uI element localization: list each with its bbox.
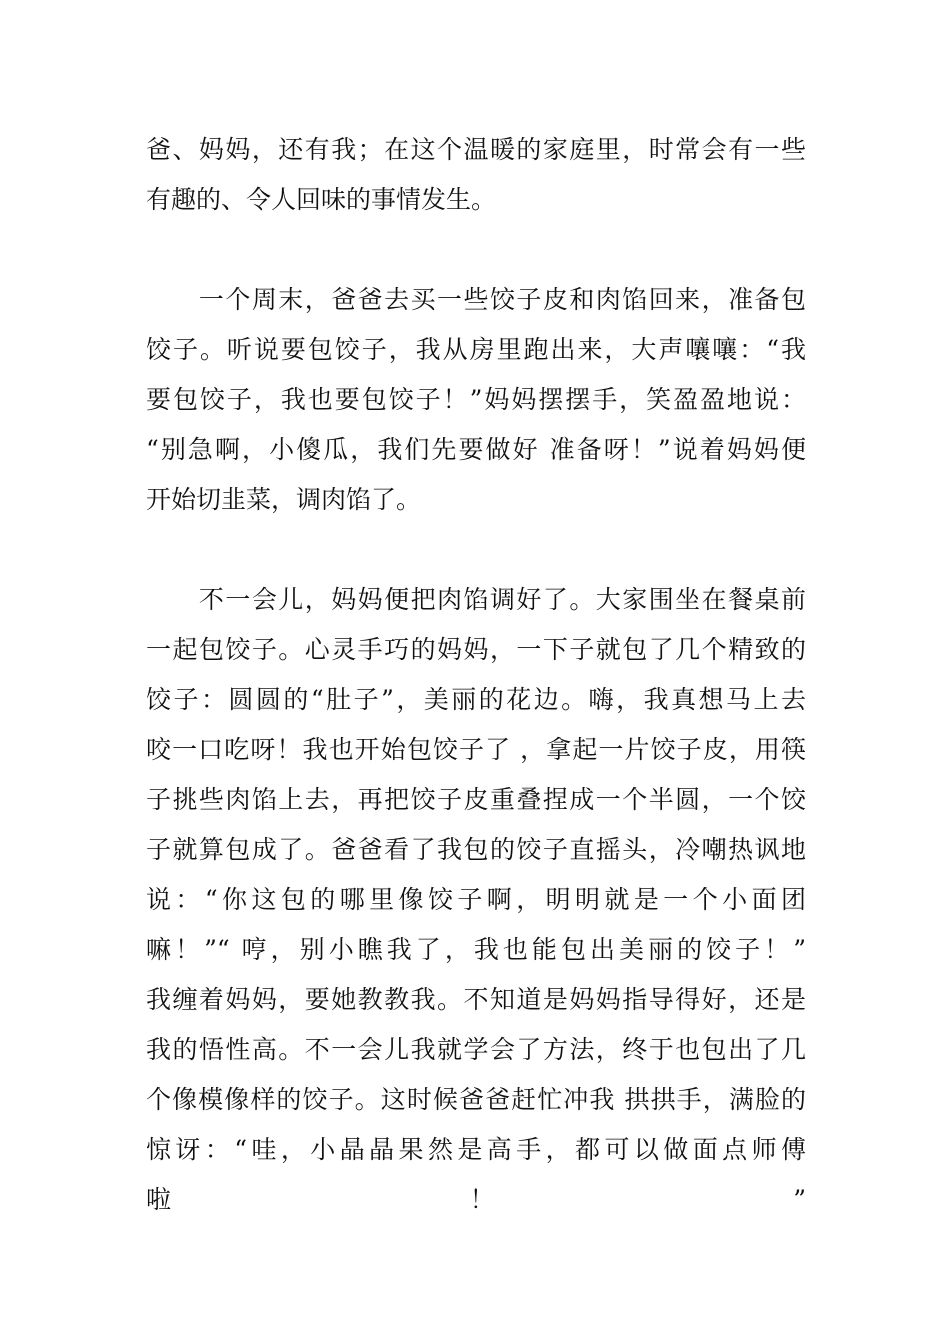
text-line: 子就算包成了。爸爸看了我包的饺子直摇头，冷嘲热讽地 <box>146 835 806 864</box>
text-line: 说：“你这包的哪里像饺子啊，明明就是一个小面团 <box>146 885 806 914</box>
text-line: 要包饺子，我也要包饺子！”妈妈摆摆手，笑盈盈地说： <box>146 385 806 414</box>
text-line: 爸、妈妈，还有我；在这个温暖的家庭里，时常会有一些 <box>146 135 806 164</box>
text-line: 我缠着妈妈，要她教教我。不知道是妈妈指导得好，还是 <box>146 985 806 1014</box>
text-line <box>146 1225 806 1275</box>
text-line: 啦！” <box>146 1185 806 1214</box>
text-line: 开始切韭菜，调肉馅了。 <box>146 485 422 514</box>
text-line: 饺子：圆圆的“肚子”，美丽的花边。嗨，我真想马上去 <box>146 685 806 714</box>
text-line: 咬一口吃呀！我也开始包饺子了 ，拿起一片饺子皮，用筷 <box>146 735 806 764</box>
text-line: 一个周末，爸爸去买一些饺子皮和肉馅回来，准备包 <box>146 285 806 314</box>
paragraph-1 <box>146 125 806 225</box>
text-line: “别急啊，小傻瓜，我们先要做好 准备呀！”说着妈妈便 <box>146 435 806 464</box>
paragraph-3 <box>146 575 806 1275</box>
text-line: 子挑些肉馅上去，再把饺子皮重叠捏成一个半圆，一个饺 <box>146 785 806 814</box>
text-line: 一起包饺子。心灵手巧的妈妈，一下子就包了几个精致的 <box>146 635 806 664</box>
text-line: 嘛！”“ 哼，别小瞧我了，我也能包出美丽的饺子！” <box>146 935 806 964</box>
text-line: 惊讶：“哇，小晶晶果然是高手，都可以做面点师傅 <box>146 1135 806 1164</box>
text-line: 有趣的、令人回味的事情发生。 <box>146 185 497 214</box>
paragraph-2 <box>146 275 806 525</box>
text-line: 饺子。听说要包饺子，我从房里跑出来，大声嚷嚷：“我 <box>146 335 806 364</box>
text-line: 个像模像样的饺子。这时候爸爸赶忙冲我 拱拱手，满脸的 <box>146 1085 806 1114</box>
text-line: 不一会儿，妈妈便把肉馅调好了。大家围坐在餐桌前 <box>146 585 806 614</box>
text-line: 我的悟性高。不一会儿我就学会了方法，终于也包出了几 <box>146 1035 806 1064</box>
